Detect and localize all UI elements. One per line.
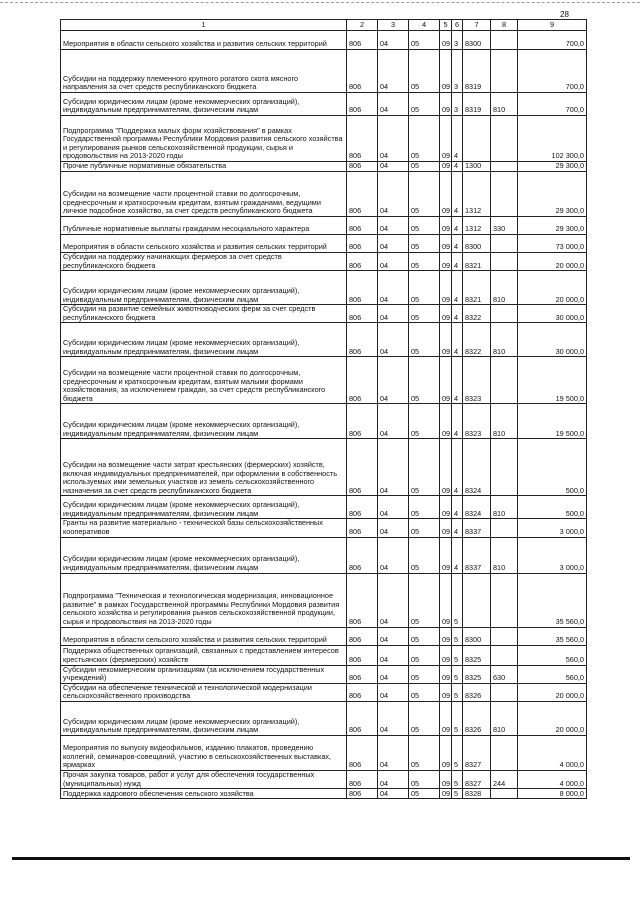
table-row <box>61 573 587 627</box>
row-amount: 4 000,0 <box>518 770 587 788</box>
row-amount: 560,0 <box>518 645 587 665</box>
row-amount: 29 300,0 <box>518 162 587 172</box>
row-amount: 500,0 <box>518 439 587 496</box>
row-amount: 35 560,0 <box>518 627 587 645</box>
row-code-c3: 04 <box>378 217 409 235</box>
row-amount: 35 560,0 <box>518 573 587 627</box>
row-description: Субсидии юридическим лицам (кроме некоммерческих организаций), индивидуальным предпринимателям, физическим лицам <box>61 496 347 519</box>
row-code-c3: 04 <box>378 323 409 357</box>
row-code-c6: 4 <box>452 271 463 305</box>
row-description: Прочая закупка товаров, работ и услуг для обеспечения государственных (муниципальных) нужд <box>61 770 347 788</box>
row-code-c3: 04 <box>378 573 409 627</box>
row-code-c5: 09 <box>440 683 452 701</box>
row-code-c5: 09 <box>440 627 452 645</box>
table-row <box>61 404 587 439</box>
table-row <box>61 439 587 496</box>
row-code-c4: 05 <box>409 253 440 271</box>
row-code-c7: 8327 <box>463 735 491 770</box>
row-code-c7 <box>463 116 491 162</box>
row-code-c3: 04 <box>378 93 409 116</box>
row-code-c3: 04 <box>378 519 409 537</box>
row-description: Субсидии юридическим лицам (кроме некоммерческих организаций), индивидуальным предпринимателям, физическим лицам <box>61 404 347 439</box>
row-code-c3: 04 <box>378 116 409 162</box>
row-code-c2: 806 <box>347 519 378 537</box>
row-description: Поддержка кадрового обеспечения сельского хозяйства <box>61 789 347 799</box>
row-code-c6: 4 <box>452 537 463 573</box>
row-code-c4: 05 <box>409 50 440 93</box>
row-code-c6: 4 <box>452 162 463 172</box>
row-code-c8 <box>491 789 518 799</box>
table-row <box>61 93 587 116</box>
row-description: Мероприятия в области сельского хозяйства и развития сельских территорий <box>61 235 347 253</box>
row-code-c3: 04 <box>378 235 409 253</box>
row-code-c6: 4 <box>452 357 463 404</box>
row-code-c4: 05 <box>409 683 440 701</box>
row-code-c6: 5 <box>452 645 463 665</box>
row-code-c6: 5 <box>452 789 463 799</box>
row-code-c2: 806 <box>347 172 378 217</box>
row-code-c7: 8300 <box>463 627 491 645</box>
row-code-c5: 09 <box>440 235 452 253</box>
row-code-c7: 8323 <box>463 357 491 404</box>
row-amount: 102 300,0 <box>518 116 587 162</box>
table-row <box>61 519 587 537</box>
page-number: 28 <box>560 10 569 19</box>
row-code-c8 <box>491 162 518 172</box>
top-dashed-rule <box>0 2 640 3</box>
row-code-c8 <box>491 116 518 162</box>
row-code-c4: 05 <box>409 735 440 770</box>
row-code-c5: 09 <box>440 271 452 305</box>
row-code-c4: 05 <box>409 271 440 305</box>
row-code-c7: 8325 <box>463 665 491 683</box>
row-code-c2: 806 <box>347 162 378 172</box>
row-code-c8 <box>491 172 518 217</box>
row-code-c4: 05 <box>409 217 440 235</box>
row-code-c5: 09 <box>440 537 452 573</box>
row-code-c4: 05 <box>409 789 440 799</box>
row-code-c6: 3 <box>452 50 463 93</box>
row-code-c8 <box>491 627 518 645</box>
row-code-c6: 5 <box>452 627 463 645</box>
row-code-c3: 04 <box>378 253 409 271</box>
table-row <box>61 31 587 50</box>
row-code-c7: 8322 <box>463 305 491 323</box>
row-code-c6: 3 <box>452 93 463 116</box>
row-description: Субсидии юридическим лицам (кроме некоммерческих организаций), индивидуальным предпринимателям, физическим лицам <box>61 701 347 735</box>
row-code-c3: 04 <box>378 665 409 683</box>
row-code-c5: 09 <box>440 439 452 496</box>
row-code-c5: 09 <box>440 217 452 235</box>
row-code-c2: 806 <box>347 701 378 735</box>
row-code-c7: 8300 <box>463 235 491 253</box>
row-code-c2: 806 <box>347 357 378 404</box>
row-code-c4: 05 <box>409 701 440 735</box>
row-code-c6: 4 <box>452 519 463 537</box>
row-code-c4: 05 <box>409 162 440 172</box>
row-code-c3: 04 <box>378 701 409 735</box>
row-code-c4: 05 <box>409 573 440 627</box>
row-code-c2: 806 <box>347 116 378 162</box>
col-header: 2 <box>347 20 378 31</box>
bottom-rule <box>12 857 630 860</box>
row-code-c8: 810 <box>491 496 518 519</box>
col-header: 8 <box>491 20 518 31</box>
row-description: Прочие публичные нормативные обязательства <box>61 162 347 172</box>
row-amount: 19 500,0 <box>518 357 587 404</box>
row-code-c5: 09 <box>440 357 452 404</box>
row-code-c8 <box>491 305 518 323</box>
row-code-c2: 806 <box>347 439 378 496</box>
row-code-c5: 09 <box>440 93 452 116</box>
row-code-c4: 05 <box>409 665 440 683</box>
col-header: 5 <box>440 20 452 31</box>
row-description: Субсидии на поддержку начинающих фермеров за счет средств республиканского бюджета <box>61 253 347 271</box>
row-code-c6: 4 <box>452 404 463 439</box>
row-code-c3: 04 <box>378 305 409 323</box>
row-code-c3: 04 <box>378 496 409 519</box>
row-code-c6: 4 <box>452 172 463 217</box>
row-code-c5: 09 <box>440 789 452 799</box>
row-amount: 20 000,0 <box>518 683 587 701</box>
row-code-c8: 810 <box>491 271 518 305</box>
row-code-c6: 4 <box>452 235 463 253</box>
row-amount: 29 300,0 <box>518 217 587 235</box>
row-code-c4: 05 <box>409 93 440 116</box>
row-code-c2: 806 <box>347 323 378 357</box>
row-code-c2: 806 <box>347 645 378 665</box>
row-code-c3: 04 <box>378 789 409 799</box>
row-amount: 29 300,0 <box>518 172 587 217</box>
row-code-c3: 04 <box>378 31 409 50</box>
table-row <box>61 645 587 665</box>
row-description: Мероприятия по выпуску видеофильмов, изданию плакатов, проведению коллегий, семинаров-совещаний, участию в сельскохозяйственных выставках, ярмарках <box>61 735 347 770</box>
table-row <box>61 50 587 93</box>
row-code-c3: 04 <box>378 439 409 496</box>
table-row <box>61 172 587 217</box>
row-description: Подпрограмма "Техническая и технологическая модернизация, инновационное развитие" в рамках Государственной программы Республики Мордовия развития сельского хозяйства и регулирования рынков сельскохозяйственной продукции, сырья и продовольствия на 2013-2020 годы <box>61 573 347 627</box>
row-code-c5: 09 <box>440 665 452 683</box>
row-code-c6: 5 <box>452 701 463 735</box>
row-code-c8: 630 <box>491 665 518 683</box>
row-code-c7: 8337 <box>463 537 491 573</box>
row-description: Субсидии юридическим лицам (кроме некоммерческих организаций), индивидуальным предпринимателям, физическим лицам <box>61 93 347 116</box>
row-code-c5: 09 <box>440 305 452 323</box>
row-code-c7: 8322 <box>463 323 491 357</box>
row-code-c6: 4 <box>452 305 463 323</box>
row-description: Субсидии юридическим лицам (кроме некоммерческих организаций), индивидуальным предпринимателям, физическим лицам <box>61 271 347 305</box>
row-code-c7: 8337 <box>463 519 491 537</box>
row-description: Субсидии на возмещение части процентной ставки по долгосрочным, среднесрочным и краткосрочным кредитам, взятым малыми формами хозяйствования, за исключением граждан, за счет средств республиканского бюджета <box>61 357 347 404</box>
row-code-c4: 05 <box>409 116 440 162</box>
row-code-c6: 4 <box>452 496 463 519</box>
table-row <box>61 162 587 172</box>
row-code-c5: 09 <box>440 253 452 271</box>
row-amount: 500,0 <box>518 496 587 519</box>
row-description: Гранты на развитие материально - технической базы сельскохозяйственных кооперативов <box>61 519 347 537</box>
row-code-c8 <box>491 645 518 665</box>
row-code-c8: 810 <box>491 701 518 735</box>
row-description: Субсидии юридическим лицам (кроме некоммерческих организаций), индивидуальным предпринимателям, физическим лицам <box>61 537 347 573</box>
row-code-c7: 8324 <box>463 439 491 496</box>
row-code-c7: 8321 <box>463 253 491 271</box>
row-amount: 700,0 <box>518 93 587 116</box>
row-code-c5: 09 <box>440 404 452 439</box>
row-code-c2: 806 <box>347 627 378 645</box>
row-code-c5: 09 <box>440 735 452 770</box>
row-amount: 3 000,0 <box>518 537 587 573</box>
row-description: Субсидии на обеспечение технической и технологической модернизации сельскохозяйственного производства <box>61 683 347 701</box>
row-amount: 19 500,0 <box>518 404 587 439</box>
row-code-c8: 810 <box>491 537 518 573</box>
table-row <box>61 683 587 701</box>
row-amount: 30 000,0 <box>518 305 587 323</box>
table-row <box>61 537 587 573</box>
row-code-c5: 09 <box>440 701 452 735</box>
table-row <box>61 789 587 799</box>
row-code-c7: 8321 <box>463 271 491 305</box>
row-code-c5: 09 <box>440 770 452 788</box>
col-header: 4 <box>409 20 440 31</box>
row-description: Субсидии некоммерческим организациям (за исключением государственных учреждений) <box>61 665 347 683</box>
row-code-c8: 810 <box>491 93 518 116</box>
row-description: Субсидии на поддержку племенного крупного рогатого скота мясного направления за счет средств республиканского бюджета <box>61 50 347 93</box>
row-code-c6: 4 <box>452 323 463 357</box>
row-code-c7: 8325 <box>463 645 491 665</box>
row-description: Мероприятия в области сельского хозяйства и развития сельских территорий <box>61 31 347 50</box>
row-code-c4: 05 <box>409 496 440 519</box>
row-code-c3: 04 <box>378 162 409 172</box>
row-code-c2: 806 <box>347 217 378 235</box>
row-code-c6: 3 <box>452 31 463 50</box>
row-code-c2: 806 <box>347 735 378 770</box>
table-row <box>61 116 587 162</box>
row-code-c2: 806 <box>347 50 378 93</box>
row-code-c2: 806 <box>347 537 378 573</box>
row-code-c3: 04 <box>378 537 409 573</box>
row-description: Субсидии на возмещение части затрат крестьянских (фермерских) хозяйств, включая индивидуальных предпринимателей, при оформлении в собственность используемых ими земельных участков из земель сельскохозяйственного назначения за счет средств республиканского бюджета <box>61 439 347 496</box>
row-code-c7: 8319 <box>463 50 491 93</box>
row-code-c5: 09 <box>440 645 452 665</box>
row-code-c4: 05 <box>409 627 440 645</box>
table-row <box>61 701 587 735</box>
col-header: 7 <box>463 20 491 31</box>
row-code-c3: 04 <box>378 627 409 645</box>
table-row <box>61 735 587 770</box>
col-header: 6 <box>452 20 463 31</box>
row-amount: 73 000,0 <box>518 235 587 253</box>
row-description: Субсидии на возмещение части процентной ставки по долгосрочным, среднесрочным и краткосрочным кредитам, взятым гражданами, ведущими личное подсобное хозяйство, за счет средств республиканского бюджета <box>61 172 347 217</box>
row-amount: 560,0 <box>518 665 587 683</box>
row-description: Публичные нормативные выплаты гражданам несоциального характера <box>61 217 347 235</box>
row-code-c5: 09 <box>440 50 452 93</box>
row-code-c7: 8323 <box>463 404 491 439</box>
row-code-c4: 05 <box>409 357 440 404</box>
row-code-c4: 05 <box>409 323 440 357</box>
row-amount: 3 000,0 <box>518 519 587 537</box>
row-code-c7: 8319 <box>463 93 491 116</box>
table-header-row <box>61 20 587 31</box>
row-code-c2: 806 <box>347 404 378 439</box>
row-code-c8 <box>491 357 518 404</box>
row-code-c4: 05 <box>409 235 440 253</box>
row-code-c8 <box>491 253 518 271</box>
row-code-c4: 05 <box>409 519 440 537</box>
row-code-c2: 806 <box>347 496 378 519</box>
table-row <box>61 323 587 357</box>
row-code-c7: 8326 <box>463 701 491 735</box>
row-amount: 20 000,0 <box>518 701 587 735</box>
row-code-c2: 806 <box>347 665 378 683</box>
row-code-c6: 4 <box>452 439 463 496</box>
row-code-c3: 04 <box>378 770 409 788</box>
row-code-c4: 05 <box>409 305 440 323</box>
row-code-c6: 4 <box>452 253 463 271</box>
row-code-c8: 244 <box>491 770 518 788</box>
row-code-c8 <box>491 683 518 701</box>
table-row <box>61 627 587 645</box>
col-header: 9 <box>518 20 587 31</box>
row-code-c3: 04 <box>378 735 409 770</box>
row-code-c8 <box>491 439 518 496</box>
row-code-c2: 806 <box>347 235 378 253</box>
row-code-c5: 09 <box>440 323 452 357</box>
row-code-c7: 8327 <box>463 770 491 788</box>
row-code-c7: 1312 <box>463 172 491 217</box>
row-code-c6: 5 <box>452 665 463 683</box>
row-code-c5: 09 <box>440 31 452 50</box>
table-row <box>61 253 587 271</box>
row-code-c3: 04 <box>378 645 409 665</box>
row-description: Поддержка общественных организаций, связанных с представлением интересов крестьянских (фермерских) хозяйств <box>61 645 347 665</box>
row-amount: 4 000,0 <box>518 735 587 770</box>
col-header: 1 <box>61 20 347 31</box>
row-code-c8 <box>491 573 518 627</box>
row-code-c4: 05 <box>409 770 440 788</box>
row-code-c8 <box>491 50 518 93</box>
row-code-c3: 04 <box>378 404 409 439</box>
row-code-c5: 09 <box>440 496 452 519</box>
row-code-c7: 1312 <box>463 217 491 235</box>
table-body <box>61 31 587 799</box>
row-description: Мероприятия в области сельского хозяйства и развития сельских территорий <box>61 627 347 645</box>
row-amount: 700,0 <box>518 31 587 50</box>
row-amount: 8 000,0 <box>518 789 587 799</box>
row-description: Подпрограмма "Поддержка малых форм хозяйствования" в рамках Государственной программы Республики Мордовия развития сельского хозяйства и регулирования рынков сельскохозяйственной продукции, сырья и продовольствия на 2013-2020 годы <box>61 116 347 162</box>
row-code-c2: 806 <box>347 305 378 323</box>
row-code-c2: 806 <box>347 573 378 627</box>
col-header: 3 <box>378 20 409 31</box>
row-code-c4: 05 <box>409 31 440 50</box>
row-code-c5: 09 <box>440 573 452 627</box>
row-code-c4: 05 <box>409 645 440 665</box>
table-row <box>61 770 587 788</box>
row-code-c5: 09 <box>440 116 452 162</box>
row-code-c2: 806 <box>347 253 378 271</box>
row-code-c3: 04 <box>378 172 409 217</box>
row-amount: 20 000,0 <box>518 271 587 305</box>
row-code-c6: 5 <box>452 573 463 627</box>
table-row <box>61 217 587 235</box>
row-code-c6: 4 <box>452 217 463 235</box>
row-code-c8: 810 <box>491 323 518 357</box>
row-code-c8: 330 <box>491 217 518 235</box>
row-code-c2: 806 <box>347 789 378 799</box>
table-row <box>61 235 587 253</box>
table-row <box>61 305 587 323</box>
row-code-c7: 1300 <box>463 162 491 172</box>
row-code-c6: 5 <box>452 735 463 770</box>
row-code-c3: 04 <box>378 357 409 404</box>
row-code-c2: 806 <box>347 31 378 50</box>
row-code-c3: 04 <box>378 271 409 305</box>
row-code-c4: 05 <box>409 404 440 439</box>
row-description: Субсидии на развитие семейных животноводческих ферм за счет средств республиканского бюджета <box>61 305 347 323</box>
row-code-c2: 806 <box>347 770 378 788</box>
row-code-c2: 806 <box>347 683 378 701</box>
row-amount: 20 000,0 <box>518 253 587 271</box>
row-code-c7 <box>463 573 491 627</box>
row-code-c8 <box>491 735 518 770</box>
row-code-c5: 09 <box>440 519 452 537</box>
row-code-c8: 810 <box>491 404 518 439</box>
table-row <box>61 271 587 305</box>
row-code-c7: 8328 <box>463 789 491 799</box>
row-code-c4: 05 <box>409 537 440 573</box>
row-amount: 30 000,0 <box>518 323 587 357</box>
budget-table <box>60 19 587 799</box>
row-amount: 700,0 <box>518 50 587 93</box>
row-description: Субсидии юридическим лицам (кроме некоммерческих организаций), индивидуальным предпринимателям, физическим лицам <box>61 323 347 357</box>
row-code-c6: 4 <box>452 116 463 162</box>
row-code-c6: 5 <box>452 770 463 788</box>
row-code-c8 <box>491 31 518 50</box>
row-code-c2: 806 <box>347 271 378 305</box>
row-code-c5: 09 <box>440 162 452 172</box>
row-code-c7: 8300 <box>463 31 491 50</box>
row-code-c7: 8324 <box>463 496 491 519</box>
table-row <box>61 496 587 519</box>
row-code-c4: 05 <box>409 439 440 496</box>
table-row <box>61 665 587 683</box>
row-code-c8 <box>491 519 518 537</box>
row-code-c3: 04 <box>378 683 409 701</box>
row-code-c8 <box>491 235 518 253</box>
table-row <box>61 357 587 404</box>
row-code-c5: 09 <box>440 172 452 217</box>
row-code-c3: 04 <box>378 50 409 93</box>
row-code-c6: 5 <box>452 683 463 701</box>
row-code-c7: 8326 <box>463 683 491 701</box>
row-code-c2: 806 <box>347 93 378 116</box>
row-code-c4: 05 <box>409 172 440 217</box>
